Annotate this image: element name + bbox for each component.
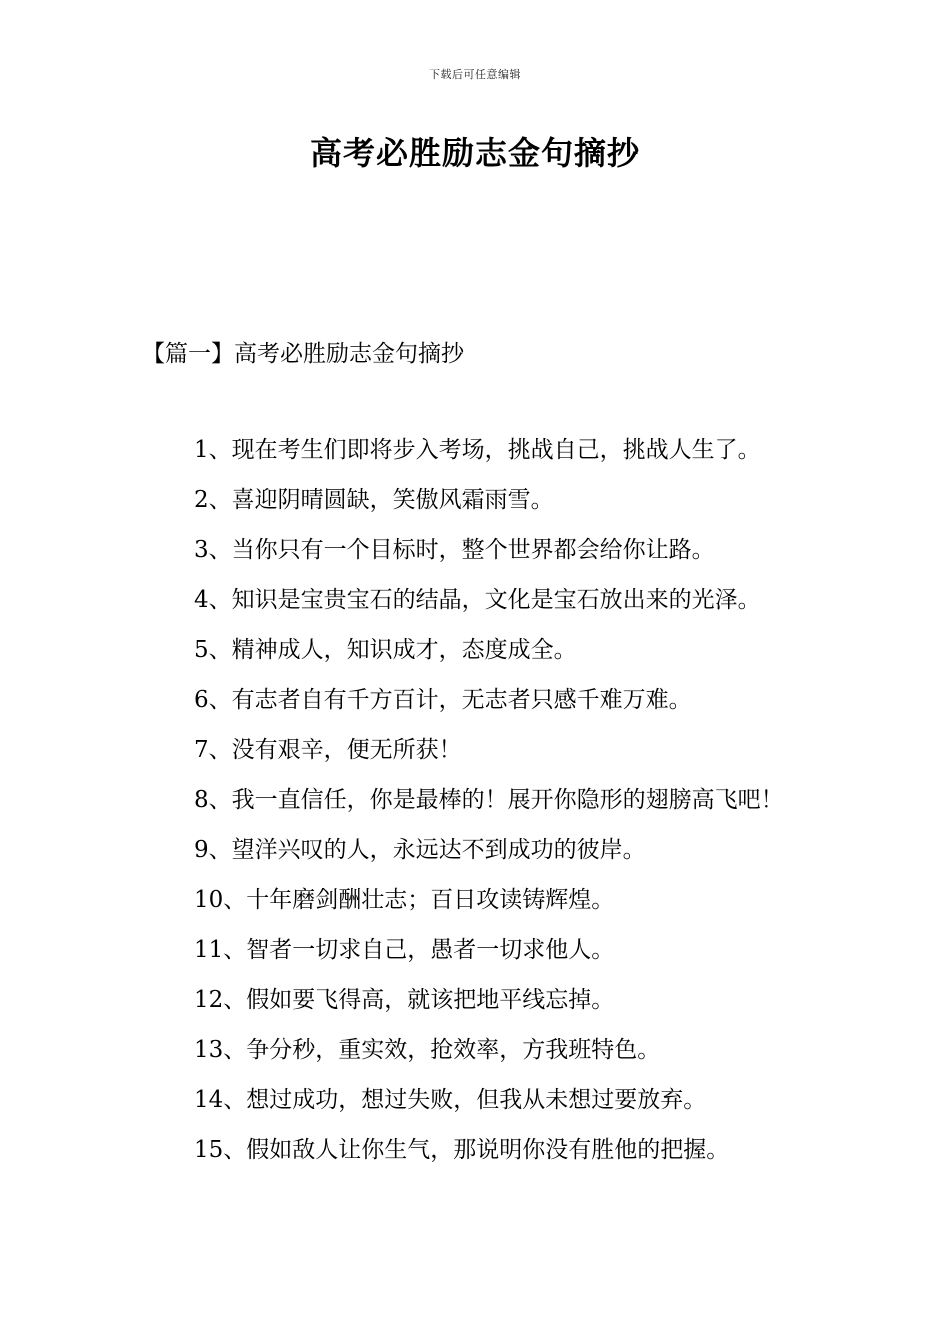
list-item: 8、我一直信任，你是最棒的！展开你隐形的翅膀高飞吧！	[194, 787, 784, 813]
list-item: 2、喜迎阴晴圆缺，笑傲风霜雨雪。	[194, 487, 554, 513]
list-item: 5、精神成人，知识成才，态度成全。	[194, 637, 577, 663]
list-item: 10、十年磨剑酬壮志；百日攻读铸辉煌。	[194, 887, 615, 913]
list-item: 7、没有艰辛，便无所获！	[194, 737, 462, 763]
list-item: 15、假如敌人让你生气，那说明你没有胜他的把握。	[194, 1137, 730, 1163]
list-item: 11、智者一切求自己，愚者一切求他人。	[194, 937, 615, 963]
quote-list	[142, 425, 818, 1175]
list-item: 6、有志者自有千方百计，无志者只感千难万难。	[194, 687, 692, 713]
list-item: 14、想过成功，想过失败，但我从未想过要放弃。	[194, 1087, 707, 1113]
list-item: 4、知识是宝贵宝石的结晶，文化是宝石放出来的光泽。	[194, 587, 761, 613]
page-header-note: 下载后可任意编辑	[429, 68, 521, 81]
list-item: 13、争分秒，重实效，抢效率，方我班特色。	[194, 1037, 661, 1063]
section-heading: 【篇一】高考必胜励志金句摘抄	[142, 341, 464, 367]
document-title: 高考必胜励志金句摘抄	[309, 134, 640, 172]
list-item: 1、现在考生们即将步入考场，挑战自己，挑战人生了。	[194, 437, 761, 463]
list-item: 12、假如要飞得高，就该把地平线忘掉。	[194, 987, 615, 1013]
list-item: 9、望洋兴叹的人，永远达不到成功的彼岸。	[194, 837, 646, 863]
list-item: 3、当你只有一个目标时，整个世界都会给你让路。	[194, 537, 715, 563]
